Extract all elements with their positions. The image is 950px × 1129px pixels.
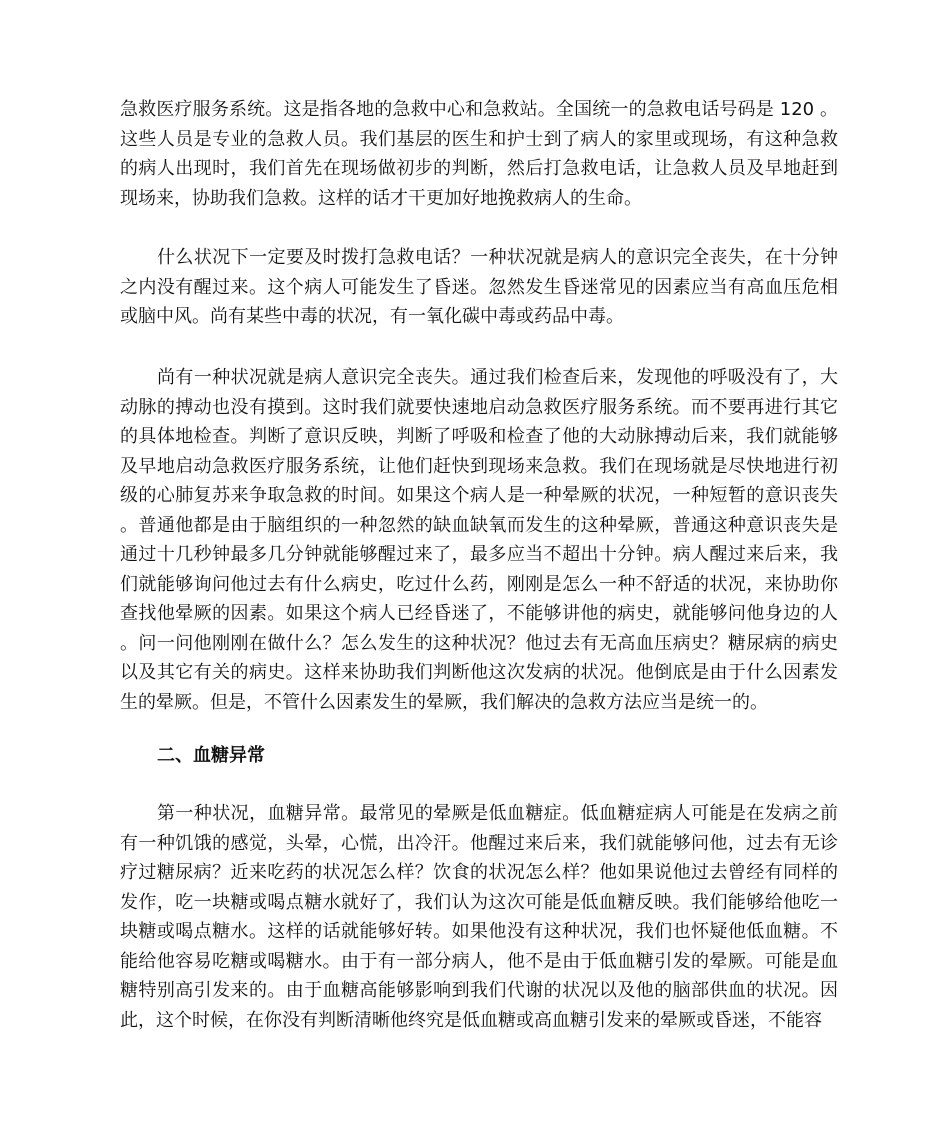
paragraph-loss-of-consciousness: 尚有一种状况就是病人意识完全丧失。通过我们检查后来，发现他的呼吸没有了，大动脉的搏动也没有摸到。这时我们就要快速地启动急救医疗服务系统。而不要再进行其它的具体地检查。判断了意识反映，判断了呼吸和检查了他的大动脉搏动后来，我们就能够及早地启动急救医疗服务系统，让他们赶快到现场来急救。我们在现场就是尽快地进行初级的心肺复苏来争取急救的时间。如果这个病人是一种晕厥的状况，一种短暂的意识丧失。普通他都是由于脑组织的一种忽然的缺血缺氧而发生的这种晕厥，普通这种意识丧失是通过十几秒钟最多几分钟就能够醒过来了，最多应当不超出十分钟。病人醒过来后来，我们就能够询问他过去有什么病史，吃过什么药，刚刚是怎么一种不舒适的状况，来协助你查找他晕厥的因素。如果这个病人已经昏迷了，不能够讲他的病史，就能够问他身边的人。问一问他刚刚在做什么？怎么发生的这种状况？他过去有无高血压病史？糖尿病的病史以及其它有关的病史。这样来协助我们判断他这次发病的状况。他倒底是由于什么因素发生的晕厥。但是，不管什么因素发生的晕厥，我们解决的急救方法应当是统一的。 — [120, 367, 838, 713]
paragraph-emergency-medical-system: 急救医疗服务系统。这是指各地的急救中心和急救站。全国统一的急救电话号码是 120 。这些人员是专业的急救人员。我们基层的医生和护士到了病人的家里或现场，有这种急救的病人出现时，我们首先在现场做初步的判断，然后打急救电话，让急救人员及早地赶到现场来，协助我们急救。这样的话才干更加好地挽救病人的生命。 — [120, 99, 838, 209]
section-heading-blood-sugar: 二、血糖异常 — [157, 745, 265, 766]
paragraph-blood-sugar-abnormal: 第一种状况，血糖异常。最常见的晕厥是低血糖症。低血糖症病人可能是在发病之前有一种饥饿的感觉，头晕，心慌，出冷汗。他醒过来后来，我们就能够问他，过去有无诊疗过糖尿病？近来吃药的状况怎么样？饮食的状况怎么样？他如果说他过去曾经有同样的发作，吃一块糖或喝点糖水就好了，我们认为这次可能是低血糖反映。我们能够给他吃一块糖或喝点糖水。这样的话就能够好转。如果他没有这种状况，我们也怀疑他低血糖。不能给他容易吃糖或喝糖水。由于有一部分病人，他不是由于低血糖引发的晕厥。可能是血糖特别高引发来的。由于血糖高能够影响到我们代谢的状况以及他的脑部供血的状况。因此，这个时候，在你没有判断清晰他终究是低血糖或高血糖引发来的晕厥或昏迷，不能容 — [120, 803, 838, 1031]
paragraph-when-to-call: 什么状况下一定要及时拨打急救电话？一种状况就是病人的意识完全丧失，在十分钟之内没有醒过来。这个病人可能发生了昏迷。忽然发生昏迷常见的因素应当有高血压危相或脑中风。尚有某些中毒的状况，有一氧化碳中毒或药品中毒。 — [120, 247, 838, 327]
